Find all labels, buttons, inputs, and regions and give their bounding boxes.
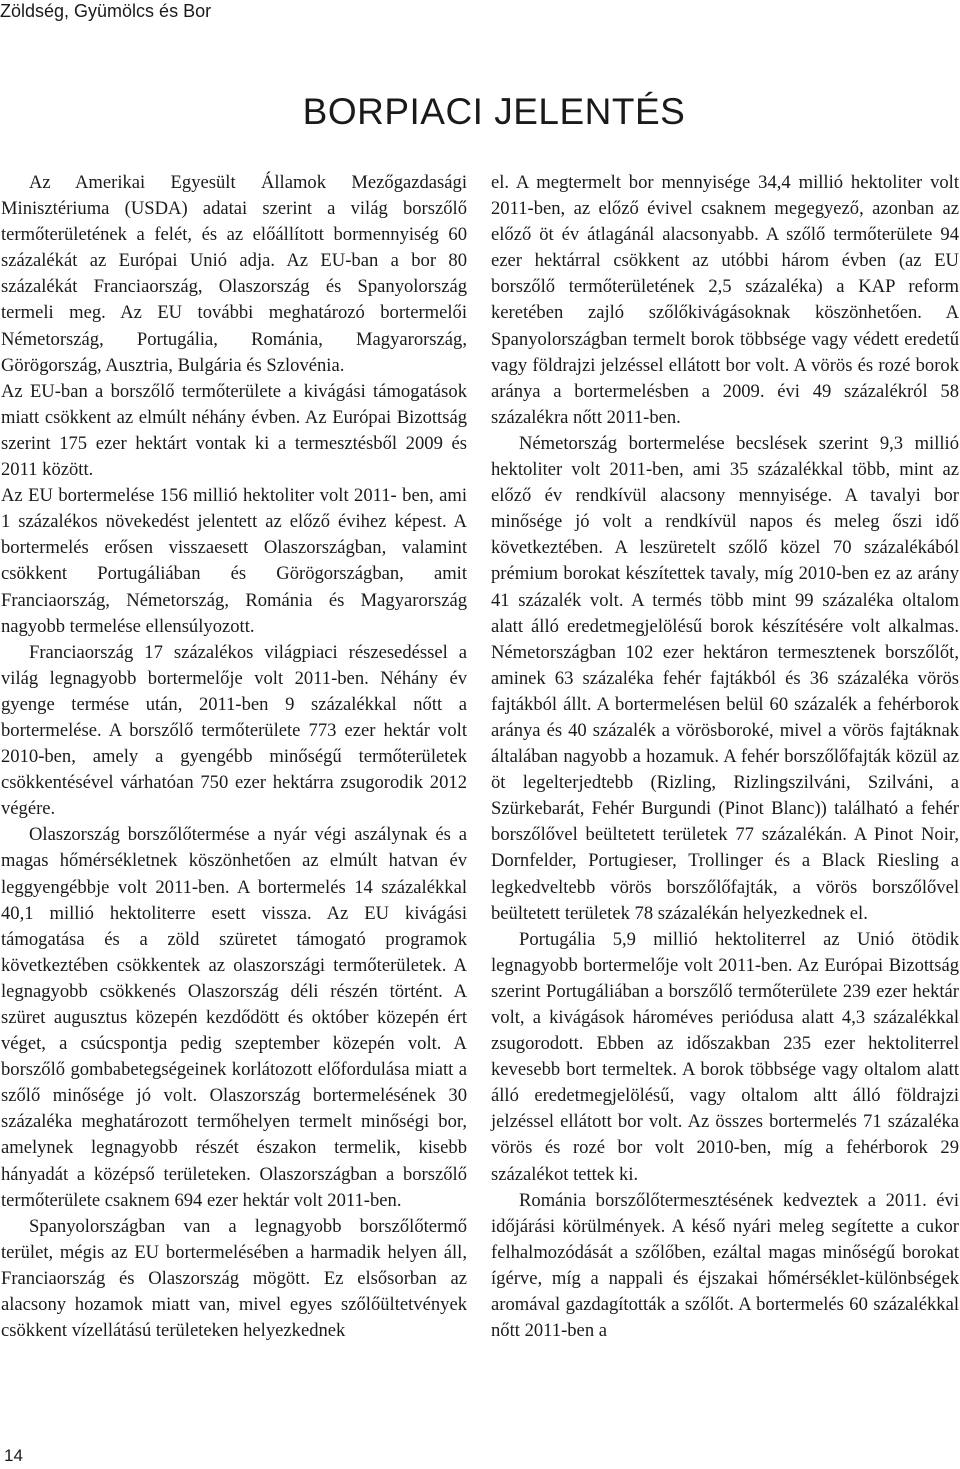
paragraph: Az Amerikai Egyesült Államok Mezőgazdasági Minisztériuma (USDA) adatai szerint a világ borszőlő termőterületének a felét, és az előállított bormennyiség 60 százalékát az Európai Unió adja. Az EU-ban a bor 80 százalékát Franciaország, Olaszország és Spanyolország termeli meg. Az EU további meghatározó bortermelői Németország, Portugália, Románia, Magyarország, Görögország, Ausztria, Bulgária és Szlovénia. — [1, 172, 467, 376]
paragraph: Az EU-ban a borszőlő termőterülete a kivágási támogatások miatt csökkent az elmúlt néhány évben. Az Európai Bizottság szerint 175 ezer hektárt vontak ki a termesztésből 2009 és 2011 között. — [1, 380, 467, 481]
paragraph: Spanyolországban van a legnagyobb borszőlőtermő terület, mégis az EU bortermelésében a harmadik helyen áll, Franciaország és Olaszország mögött. Ez elsősorban az alacsony hozamok miatt van, mivel egyes szőlőültetvények csökkent vízellátású területeken helyezkednek — [1, 1215, 467, 1342]
paragraph: Románia borszőlőtermesztésének kedveztek a 2011. évi időjárási körülmények. A késő nyári meleg segítette a cukor felhalmozódását a szőlőben, ezáltal magas minőségű borokat ígérve, míg a nappali és éjszakai hőmérséklet-különbségek aromával gazdagították a szőlőt. A bortermelés 60 százalékkal nőtt 2011-ben a — [491, 1189, 959, 1342]
page-title: BORPIACI JELENTÉS — [302, 91, 686, 132]
paragraph: Franciaország 17 százalékos világpiaci részesedéssel a világ legnagyobb bortermelője volt 2011-ben. Néhány év gyenge termése után, 2011-ben 9 százalékkal nőtt a bortermelése. A borszőlő termőterülete 773 ezer hektár volt 2010-ben, amely a gyengébb minőségű termőterületek csökkentésével várhatóan 750 ezer hektárra zsugorodik 2012 végére. — [1, 641, 467, 820]
paragraph: Olaszország borszőlőtermése a nyár végi aszálynak és a magas hőmérsékletnek köszönhetően az elmúlt hatvan év leggyengébbje volt 2011-ben. A bortermelés 14 százalékkal 40,1 millió hektoliterre esett vissza. Az EU kivágási támogatása és a zöld szüretet támogató programok következtében csökkentek az olaszországi termőterületek. A legnagyobb csökkenés Olaszország déli részén történt. A szüret augusztus közepén kezdődött és október közepén ért véget, a csúcspontja pedig szeptember közepén volt. A borszőlő gombabetegségeinek korlátozott előfordulása miatt a szőlő minősége jó volt. Olaszország bortermelésének 30 százaléka meghatározott termőhelyen termelt minőségi bor, amelynek legnagyobb részét északon termelik, kisebb hányadát a középső területeken. Olaszországban a borszőlő termőterülete csaknem 694 ezer hektár volt 2011-ben. — [1, 824, 467, 1211]
paragraph: Az EU bortermelése 156 millió hektoliter volt 2011- ben, ami 1 százalékos növekedést jelentett az előző évihez képest. A bortermelés erősen visszaesett Olaszországban, valamint csökkent Portugáliában és Görögországban, amit Franciaország, Németország, Románia és Magyarország nagyobb termelése ellensúlyozott. — [1, 485, 467, 637]
right-column — [491, 170, 959, 1344]
page-number: 14 — [4, 1446, 23, 1465]
paragraph: Portugália 5,9 millió hektoliterrel az Unió ötödik legnagyobb bortermelője volt 2011-ben. Az Európai Bizottság szerint Portugáliában a borszőlő termőterülete 239 ezer hektár volt, a kivágások hároméves periódusa alatt 4,3 százalékkal zsugorodott. Ebben az időszakban 235 ezer hektoliterrel kevesebb bort termeltek. A borok többsége vagy oltalom alatt álló eredetmegjelölésű, vagy oltalom altt álló földrajzi jelzéssel ellátott bor volt. Az összes bortermelés 71 százaléka vörös és rozé bor volt 2010-ben, míg a fehérborok 29 százalékot tettek ki. — [491, 928, 959, 1185]
running-header: Zöldség, Gyümölcs és Bor — [0, 1, 212, 21]
left-column — [1, 170, 467, 1344]
paragraph: el. A megtermelt bor mennyisége 34,4 millió hektoliter volt 2011-ben, az előző évivel csaknem megegyező, azonban az előző öt év átlagánál alacsonyabb. A szőlő termőterülete 94 ezer hektárral csökkent az utóbbi három évben (az EU borszőlő termőterületének 2,5 százaléka) a KAP reform keretében zajló szőlőkivágásoknak köszönhetően. A Spanyolországban termelt borok többsége vagy védett eredetű vagy földrajzi jelzéssel ellátott bor volt. A vörös és rozé borok aránya a bortermelésben a 2009. évi 49 százalékról 58 százalékra nőtt 2011-ben. — [491, 172, 959, 428]
paragraph: Németország bortermelése becslések szerint 9,3 millió hektoliter volt 2011-ben, ami 35 százalékkal több, mint az előző év rendkívül alacsony mennyisége. A tavalyi bor minősége jó volt a rendkívül napos és meleg őszi idő következtében. A leszüretelt szőlő közel 70 százalékából prémium borokat készítettek tavaly, míg 2010-ben ez az arány 41 százalék volt. A termés több mint 99 százaléka oltalom alatt álló eredetmegjelölésű borok készítésére volt alkalmas. Németországban 102 ezer hektáron termesztenek borszőlőt, aminek 63 százaléka fehér fajtákból és 36 százaléka vörös fajtákból állt. A bortermelésen belül 60 százalék a fehérborok aránya és 40 százalék a vörösboroké, mivel a vörös fajtáknak általában nagyobb a hozamuk. A fehér borszőlőfajták közül az öt legelterjedtebb (Rizling, Rizlingszilváni, Szilváni, a Szürkebarát, Fehér Burgundi (Pinot Blanc)) található a fehér borszőlővel beültetett területek 77 százalékán. A Pinot Noir, Dornfelder, Portugieser, Trollinger és a Black Riesling a legkedveltebb vörös borszőlőfajták, a vörös borszőlővel beültetett területek 78 százalékán helyezkednek el. — [491, 432, 959, 924]
